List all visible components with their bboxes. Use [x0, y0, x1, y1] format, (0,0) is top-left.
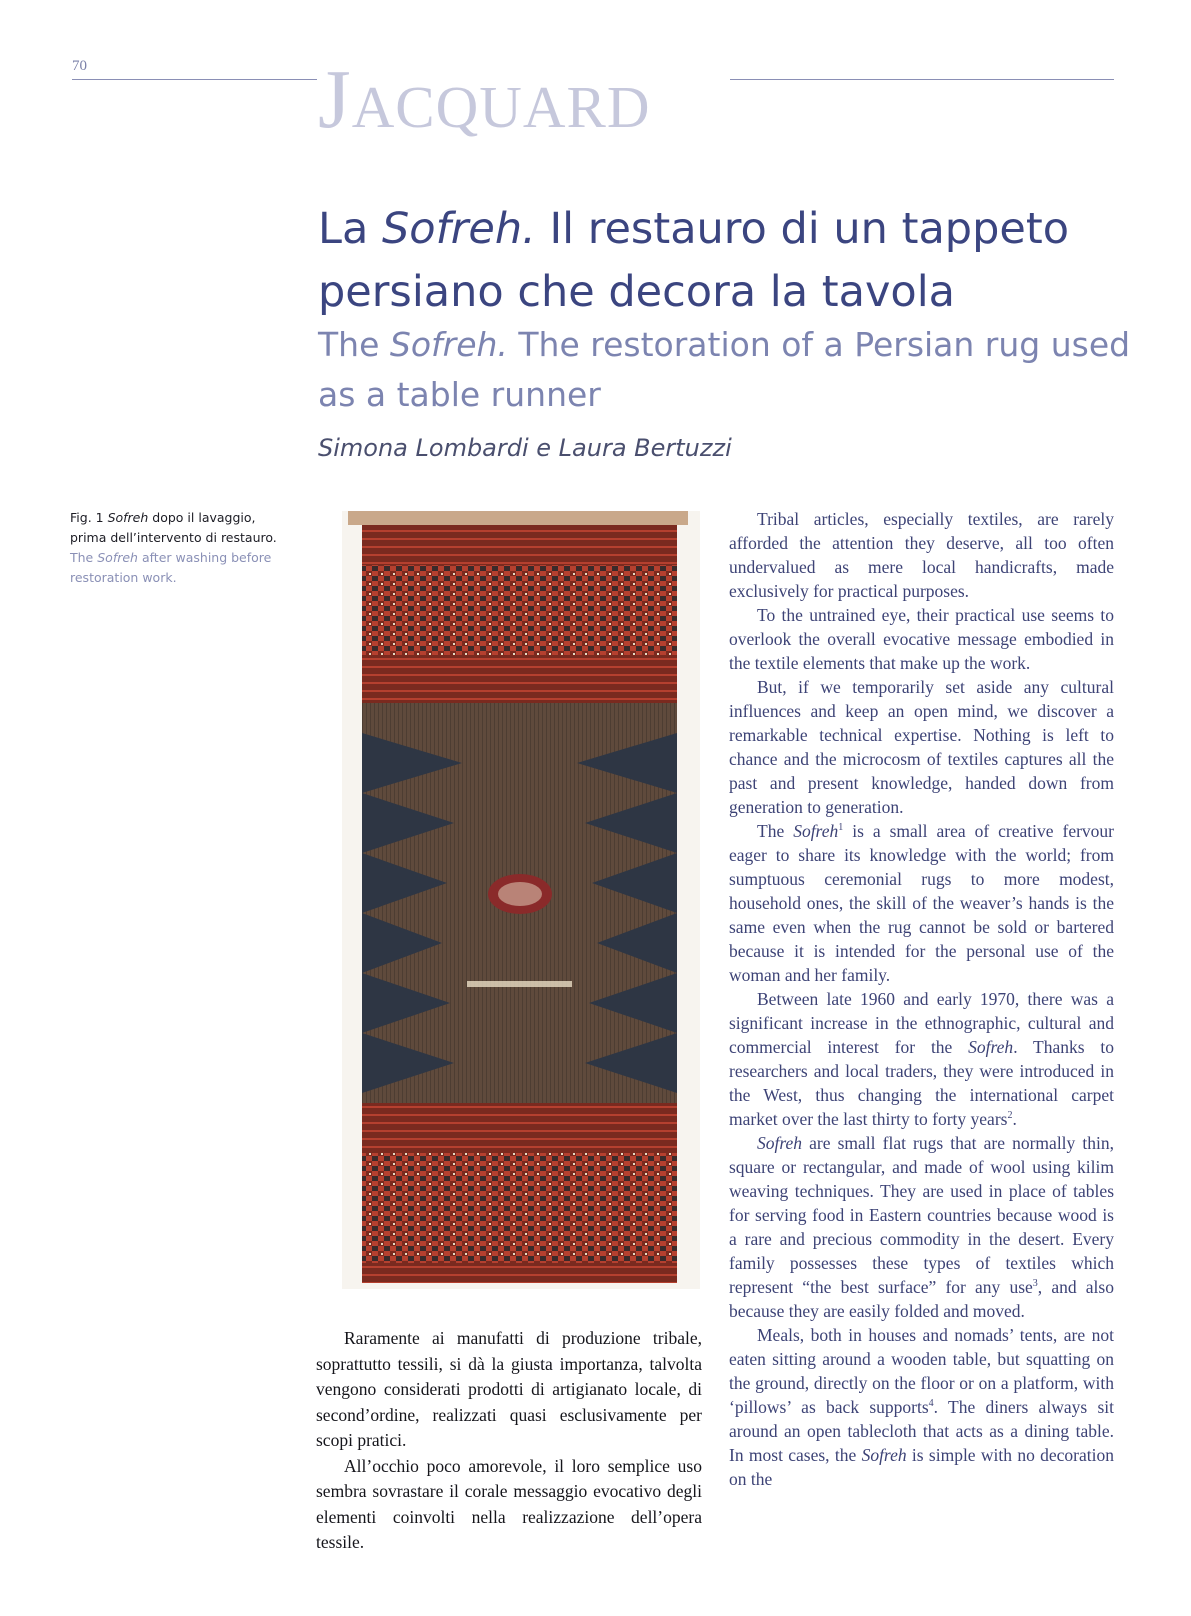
footnote-ref: 3	[1032, 1278, 1038, 1290]
body-paragraph: Raramente ai manufatti di produzione tribale, soprattutto tessili, si dà la giusta importanza, talvolta vengono considerati prodotti di artigianato locale, di second’ordine, realizzati quasi esclusivamente per scopi pratici.	[316, 1328, 702, 1450]
title-english: The Sofreh. The restoration of a Persian rug used as a table runner	[318, 325, 1131, 414]
body-column-english	[729, 507, 1114, 1491]
masthead: Jacquard	[318, 53, 651, 146]
body-paragraph: To the untrained eye, their practical use seems to overlook the overall evocative message embodied in the textile elements that make up the work.	[729, 605, 1114, 673]
body-paragraph: All’occhio poco amorevole, il loro semplice uso sembra sovrastare il corale messaggio evocativo degli elementi coinvolti nella realizzazione dell’opera tessile.	[316, 1455, 702, 1552]
footnote-ref: 2	[1007, 1110, 1013, 1122]
footnote-ref: 4	[928, 1398, 934, 1410]
authors: Simona Lombardi e Laura Bertuzzi	[318, 434, 732, 462]
body-paragraph: But, if we temporarily set aside any cultural influences and keep an open mind, we discover a remarkable technical expertise. Nothing is left to chance and the microcosm of textiles captures all the past and present knowledge, handed down from generation to generation.	[729, 677, 1114, 817]
body-paragraph: Between late 1960 and early 1970, there was a significant increase in the ethnographic, cultural and commercial interest for the Sofreh. Thanks to researchers and local traders, they were introduced in the West, thus changing the international carpet market over the last thirty to forty years$^2$.	[729, 989, 1114, 1129]
title-italian: La Sofreh. Il restauro di un tappeto persiano che decora la tavola	[318, 204, 1070, 317]
body-paragraph: The Sofreh$^1$ is a small area of creative fervour eager to share its knowledge with the world; from sumptuous ceremonial rugs to more modest, household ones, the skill of the weaver’s hands is the same even when the rug cannot be sold or bartered because it is intended for the personal use of the woman and her family.	[729, 821, 1114, 985]
page-number: 70	[72, 58, 87, 74]
body-paragraph: Sofreh are small flat rugs that are normally thin, square or rectangular, and made of wool using kilim weaving techniques. They are used in place of tables for serving food in Eastern countries because wood is a rare and precious commodity in the desert. Every family possesses these types of textiles which represent “the best surface” for any use$^3$, and also because they are easily folded and moved.	[729, 1133, 1114, 1321]
caption-english: The Sofreh after washing before restoration work.	[70, 550, 272, 585]
caption-italian: Fig. 1 Sofreh dopo il lavaggio, prima dell’intervento di restauro.	[70, 510, 277, 545]
body-paragraph: Meals, both in houses and nomads’ tents, are not eaten sitting around a wooden table, but squatting on the ground, directly on the floor or on a platform, with ‘pillows’ as back supports$^4$. The diners always sit around an open tablecloth that acts as a dining table. In most cases, the Sofreh is simple with no decoration on the	[729, 1325, 1114, 1489]
figure-caption	[70, 508, 280, 588]
header-rule-left	[72, 79, 317, 80]
footnote-ref: 1	[838, 822, 844, 834]
body-paragraph: Tribal articles, especially textiles, are rarely afforded the attention they deserve, all too often undervalued as mere local handicrafts, made exclusively for practical purposes.	[729, 509, 1114, 601]
sofreh-photo	[342, 511, 700, 1289]
body-column-italian	[316, 1326, 702, 1556]
header-rule-right	[730, 79, 1114, 80]
